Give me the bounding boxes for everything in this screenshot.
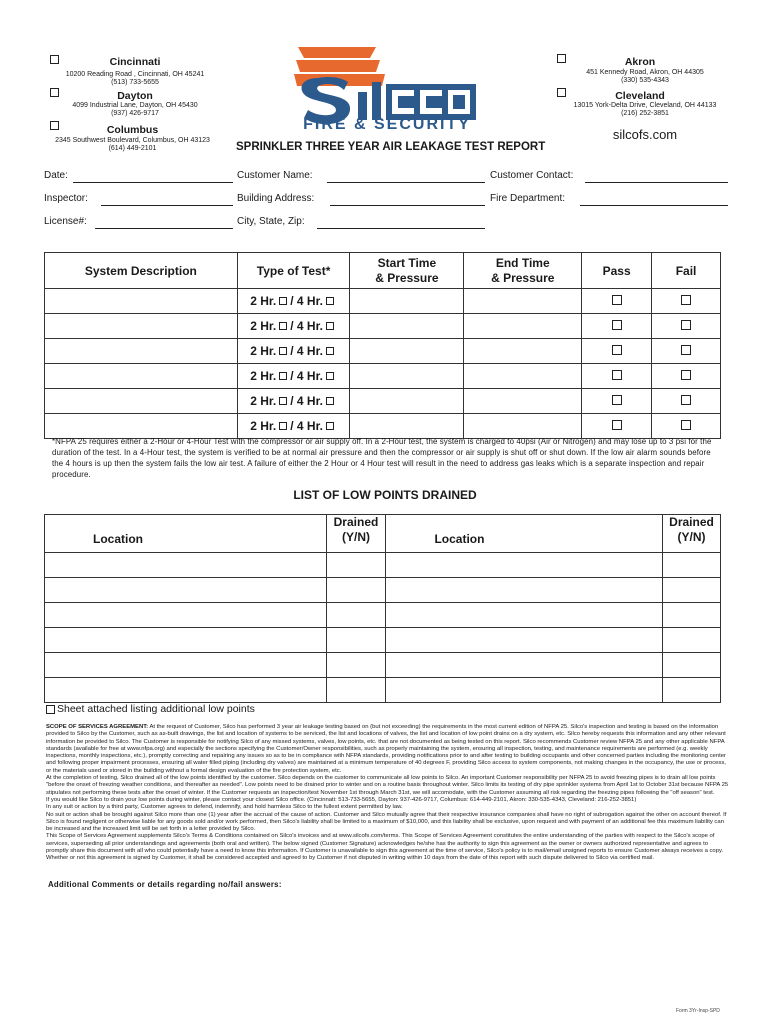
lp-header-location-left xyxy=(45,515,327,553)
pass-cell xyxy=(582,414,652,439)
option-4hr-label: / 4 Hr. xyxy=(290,319,323,333)
header-type-of-test xyxy=(237,253,350,289)
option-4hr-label: / 4 Hr. xyxy=(290,344,323,358)
lp-location-cell[interactable] xyxy=(386,553,663,578)
lp-rows xyxy=(45,553,721,703)
header-fail-text: Fail xyxy=(675,263,697,278)
lp-location-cell[interactable] xyxy=(45,678,327,703)
lp-drained-left-text: Drained xyxy=(333,515,379,529)
pass-checkbox[interactable] xyxy=(612,345,622,355)
low-point-row xyxy=(45,553,721,578)
date-field[interactable] xyxy=(73,182,233,183)
lp-location-cell[interactable] xyxy=(45,553,327,578)
lp-location-cell[interactable] xyxy=(45,578,327,603)
lp-location-cell[interactable] xyxy=(386,653,663,678)
type-of-test-cell xyxy=(237,389,350,414)
date-label: Date: xyxy=(44,170,68,181)
option-2hr-checkbox[interactable] xyxy=(279,397,287,405)
option-4hr-label: / 4 Hr. xyxy=(290,394,323,408)
terms-block xyxy=(46,724,730,863)
lp-drained-cell[interactable] xyxy=(663,628,721,653)
lp-location-cell[interactable] xyxy=(45,653,327,678)
option-2hr-label: 2 Hr. xyxy=(250,419,277,433)
dayton-address: 4099 Industrial Lane, Dayton, OH 45430 xyxy=(72,102,198,109)
cleveland-name: Cleveland xyxy=(615,90,665,102)
header-end-time xyxy=(464,253,582,289)
cleveland-phone: (216) 252-3851 xyxy=(621,110,669,117)
terms-p6: This Scope of Services Agreement supplements Silco's Terms & Conditions contained on Silco's invoices and at www.silcofs.com/terms. This Scope of Services Agreement constitutes the entire understanding of the parties with respect to the Silco's scope of services, superseding all prior understandings and agreements (both oral and written). The below signed (Customer Signature) acknowledges he/she has the authority to sign this agreement as the owner or owners authorized representative and agrees to promptly share this document with all who could potentially have a need to know this information. If Customer is unavailable to sign this agreement at the time of service, Silco's policy is to mail/email unsigned reports to ensure Customer always receives a copy. Whether or not this agreement is signed by Customer, it shall be considered accepted and agreed to by Customer if not disputed in writing within 10 days from the date of this report with such dispute delivered to Silco via certified mail. xyxy=(46,833,724,862)
terms-paragraph-1 xyxy=(46,724,730,775)
fire-department-field[interactable] xyxy=(580,205,728,206)
low-points-title: LIST OF LOW POINTS DRAINED xyxy=(293,488,477,502)
lp-drained-cell[interactable] xyxy=(326,628,386,653)
low-points-table xyxy=(44,514,721,703)
terms-p5: No suit or action shall be brought against Silco more than one (1) year after the accrual of the cause of action. Customer and Silco mutually agree that their respective insurance companies shall have no right of subrogation against the other on account thereof. If Silco is found negligent or otherwise liable for any goods sold and/or work performed, then Silco's liability shall be limited to a maximum of $10,000, and this liability shall be exclusive, upon request and with payment of an additional fee this maximum liability can be increased and the increased limit will be set forth in a letter provided by Silco. xyxy=(46,811,727,833)
test-rows xyxy=(45,289,721,439)
terms-p1: At the request of Customer, Silco has performed 3 year air leakage testing based on (but not exceeding) the requirements in the most current edition of NFPA 25. Silco's inspection and testing is based on the information provided to Silco by the Customer, such as as-built drawings, the list and location of systems to be serviced, the list and locations of valves, the list and location of low point drains on a dry system, etc. Silco hereby requests this information and any other relevant information be provided to Silco. The Customer is responsible for notifying Silco of any missed systems, valves, low points, etc. that are not documented as being tested on this report. Silco recommends Customer review NFPA 25 and any other applicable NFPA standards (available for free at www.nfpa.org) and especially the sections specifying the Customer/Owner responsibilities, such as properly maintaining the system, ensuring all inspection, testing, and maintenance requirements are performed (e.g. weekly inspections, monthly inspections, etc.), promptly correcting and repairing any issues so as to be in compliance with NFPA standards, providing notifications prior to and after testing to building occupants and other concerned parties including the monitoring center and following proper impairment processes, ensuring all water filled piping (including dry valves) are maintained at a minimum temperature of 40 degrees F, providing Silco access to system components, not making changes in the occupancy, the use or process, or the materials used or stored in the building without a formal design evaluation of the fire protection system, etc. xyxy=(46,724,726,774)
pass-cell xyxy=(582,289,652,314)
low-point-row xyxy=(45,628,721,653)
start-time-cell[interactable] xyxy=(350,364,464,389)
header-start-pressure-text: & Pressure xyxy=(375,270,439,285)
cincinnati-checkbox[interactable] xyxy=(50,55,59,64)
option-2hr-label: 2 Hr. xyxy=(250,319,277,333)
lp-drained-cell[interactable] xyxy=(663,678,721,703)
option-4hr-checkbox[interactable] xyxy=(326,297,334,305)
low-point-row xyxy=(45,678,721,703)
columbus-address: 2345 Southwest Boulevard, Columbus, OH 43123 xyxy=(55,137,210,144)
akron-phone: (330) 535-4343 xyxy=(621,77,669,84)
lp-drained-cell[interactable] xyxy=(326,578,386,603)
pass-cell xyxy=(582,389,652,414)
option-4hr-checkbox[interactable] xyxy=(326,397,334,405)
additional-comments-area[interactable] xyxy=(46,892,730,1002)
pass-cell xyxy=(582,364,652,389)
test-row xyxy=(45,414,721,439)
header-fail xyxy=(652,253,721,289)
test-row xyxy=(45,364,721,389)
city-state-zip-field[interactable] xyxy=(317,228,485,229)
end-time-cell[interactable] xyxy=(464,314,582,339)
end-time-cell[interactable] xyxy=(464,339,582,364)
report-title: SPRINKLER THREE YEAR AIR LEAKAGE TEST REPORT xyxy=(236,141,546,153)
cincinnati-phone: (513) 733-5655 xyxy=(111,79,159,86)
terms-p2: At the completion of testing, Silco drained all of the low points identified by the customer. Silco depends on the customer to communicate all low points to Silco. An important Customer responsibility per NFPA 25 to avoid freezing pipes is to drain all low points "before the onset of freezing weather conditions, and thereafter as needed". Low points need to be drained prior to winter and on a routine basis throughout winter. Silco limits its testing of dry pipe sprinkler systems from April 1st to October 31st because NFPA 25 stipulates not performing these tests after the onset of winter. If the Customer requests an inspection/test November 1st through March 31st, we will accomodate, with the Customer assuming all risk regarding the freezing pipes following the "off season" test. xyxy=(46,775,729,796)
type-of-test-cell xyxy=(237,339,350,364)
option-4hr-label: / 4 Hr. xyxy=(290,419,323,433)
header-type-of-test-text: Type of Test* xyxy=(256,263,331,278)
lp-yn-left-text: (Y/N) xyxy=(341,530,370,544)
pass-cell xyxy=(582,339,652,364)
system-description-cell[interactable] xyxy=(45,339,238,364)
option-2hr-label: 2 Hr. xyxy=(250,394,277,408)
city-state-zip-label: City, State, Zip: xyxy=(237,216,305,227)
lp-location-cell[interactable] xyxy=(45,603,327,628)
akron-name: Akron xyxy=(624,56,656,68)
test-row xyxy=(45,314,721,339)
lp-drained-cell[interactable] xyxy=(326,678,386,703)
lp-location-right-text: Location xyxy=(434,532,485,546)
building-address-label: Building Address: xyxy=(237,193,315,204)
lp-drained-cell[interactable] xyxy=(326,553,386,578)
start-time-cell[interactable] xyxy=(350,339,464,364)
fail-checkbox[interactable] xyxy=(681,345,691,355)
pass-checkbox[interactable] xyxy=(612,395,622,405)
columbus-name: Columbus xyxy=(106,124,159,136)
system-description-cell[interactable] xyxy=(45,364,238,389)
columbus-phone: (614) 449-2101 xyxy=(108,145,157,152)
test-row xyxy=(45,389,721,414)
terms-p3: If you would like Silco to drain your low points during winter, please contact your closest Silco office. (Cincinnati: 513-733-5655, Dayton: 937-426-9717, Columbus: 614-449-2101, Akron: 330-535-4343, Cleveland: 216-252-3851) xyxy=(46,796,637,803)
sheet-attached-checkbox[interactable] xyxy=(46,705,55,714)
type-of-test-cell xyxy=(237,289,350,314)
pass-checkbox[interactable] xyxy=(612,295,622,305)
low-point-row xyxy=(45,603,721,628)
end-time-cell[interactable] xyxy=(464,364,582,389)
option-2hr-checkbox[interactable] xyxy=(279,422,287,430)
start-time-cell[interactable] xyxy=(350,414,464,439)
fail-cell xyxy=(652,364,721,389)
lp-header-drained-right xyxy=(663,515,721,553)
start-time-cell[interactable] xyxy=(350,289,464,314)
fail-checkbox[interactable] xyxy=(681,370,691,380)
building-address-field[interactable] xyxy=(330,205,485,206)
terms-p4: In any suit or action by a third party, Customer agrees to defend, indemnify, and hold harmless Silco to the fullest extent permitted by law. xyxy=(46,804,403,811)
system-description-cell[interactable] xyxy=(45,289,238,314)
option-2hr-checkbox[interactable] xyxy=(279,297,287,305)
header-end-pressure-text: & Pressure xyxy=(491,270,555,285)
lp-drained-cell[interactable] xyxy=(663,653,721,678)
pass-checkbox[interactable] xyxy=(612,320,622,330)
option-2hr-label: 2 Hr. xyxy=(250,294,277,308)
pass-checkbox[interactable] xyxy=(612,370,622,380)
option-2hr-label: 2 Hr. xyxy=(250,344,277,358)
customer-contact-field[interactable] xyxy=(585,182,728,183)
header-pass-text: Pass xyxy=(602,263,631,278)
columbus-checkbox[interactable] xyxy=(50,121,59,130)
lp-location-cell[interactable] xyxy=(45,628,327,653)
low-point-row xyxy=(45,653,721,678)
sheet-attached-label: Sheet attached listing additional low points xyxy=(57,703,255,715)
option-4hr-checkbox[interactable] xyxy=(326,322,334,330)
akron-checkbox[interactable] xyxy=(557,54,566,63)
lp-drained-cell[interactable] xyxy=(663,603,721,628)
option-2hr-label: 2 Hr. xyxy=(250,369,277,383)
lp-location-left-text: Location xyxy=(93,532,143,546)
option-2hr-checkbox[interactable] xyxy=(279,322,287,330)
fail-cell xyxy=(652,414,721,439)
logo-tagline: FIRE & SECURITY xyxy=(303,116,471,133)
license-label: License#: xyxy=(44,216,87,227)
option-4hr-checkbox[interactable] xyxy=(326,372,334,380)
system-description-cell[interactable] xyxy=(45,389,238,414)
fail-cell xyxy=(652,389,721,414)
nfpa-note: *NFPA 25 requires either a 2-Hour or 4-Hour Test with the compressor or air supply off. In a 2-Hour test, the system is charged to 40psi (Air or Nitrogen) and may lose up to 3 psi for the duration of the test. In a 4-Hour test, the system is verified to be at normal air pressure and then the compressor or air supply is shut off or shut down. If the low air alarm sounds before the 4 hours is up then the system fails the low air test. A failure of either the 2 Hour or 4 Hour test will result in the need to address gas leaks which is a separate inspection and repair procedure. xyxy=(52,437,712,479)
lp-header-location-right xyxy=(386,515,663,553)
silco-logo xyxy=(288,44,483,134)
inspector-field[interactable] xyxy=(101,205,233,206)
inspector-label: Inspector: xyxy=(44,193,88,204)
dayton-checkbox[interactable] xyxy=(50,88,59,97)
type-of-test-cell xyxy=(237,364,350,389)
header-start-time xyxy=(350,253,464,289)
customer-contact-label: Customer Contact: xyxy=(490,170,574,181)
fail-checkbox[interactable] xyxy=(681,420,691,430)
additional-comments-label: Additional Comments or details regarding no/fail answers: xyxy=(48,880,282,889)
lp-drained-right-text: Drained xyxy=(669,515,714,529)
header-system-description-text: System Description xyxy=(84,263,197,278)
header-start-time-text: Start Time xyxy=(377,255,437,270)
header-system-description xyxy=(45,253,238,289)
fire-department-label: Fire Department: xyxy=(490,193,566,204)
pass-cell xyxy=(582,314,652,339)
test-row xyxy=(45,339,721,364)
header-pass xyxy=(582,253,652,289)
customer-name-label: Customer Name: xyxy=(237,170,313,181)
fail-cell xyxy=(652,289,721,314)
website: silcofs.com xyxy=(612,127,678,142)
customer-name-field[interactable] xyxy=(327,182,485,183)
fail-cell xyxy=(652,314,721,339)
lp-header-drained-left xyxy=(326,515,386,553)
terms-heading: SCOPE OF SERVICES AGREEMENT: xyxy=(46,724,149,730)
system-description-cell[interactable] xyxy=(45,414,238,439)
license-field[interactable] xyxy=(95,228,233,229)
dayton-phone: (937) 426-9717 xyxy=(111,110,159,117)
option-2hr-checkbox[interactable] xyxy=(279,372,287,380)
lp-location-cell[interactable] xyxy=(386,578,663,603)
lp-drained-cell[interactable] xyxy=(326,653,386,678)
end-time-cell[interactable] xyxy=(464,389,582,414)
cincinnati-address: 10200 Reading Road , Cincinnati, OH 45241 xyxy=(65,71,205,78)
option-4hr-label: / 4 Hr. xyxy=(290,369,323,383)
form-id: Form 3Yr-Insp-SPD xyxy=(676,1008,720,1014)
dayton-name: Dayton xyxy=(117,90,153,102)
fail-cell xyxy=(652,339,721,364)
fail-checkbox[interactable] xyxy=(681,395,691,405)
cleveland-checkbox[interactable] xyxy=(557,88,566,97)
pass-checkbox[interactable] xyxy=(612,420,622,430)
lp-location-cell[interactable] xyxy=(386,678,663,703)
end-time-cell[interactable] xyxy=(464,414,582,439)
option-4hr-checkbox[interactable] xyxy=(326,347,334,355)
akron-address: 451 Kennedy Road, Akron, OH 44305 xyxy=(586,69,704,76)
fail-checkbox[interactable] xyxy=(681,295,691,305)
header-end-time-text: End Time xyxy=(495,255,550,270)
test-row xyxy=(45,289,721,314)
lp-location-cell[interactable] xyxy=(386,628,663,653)
low-point-row xyxy=(45,578,721,603)
lp-location-cell[interactable] xyxy=(386,603,663,628)
end-time-cell[interactable] xyxy=(464,289,582,314)
fail-checkbox[interactable] xyxy=(681,320,691,330)
type-of-test-cell xyxy=(237,414,350,439)
cincinnati-name: Cincinnati xyxy=(109,56,161,68)
option-2hr-checkbox[interactable] xyxy=(279,347,287,355)
option-4hr-checkbox[interactable] xyxy=(326,422,334,430)
start-time-cell[interactable] xyxy=(350,314,464,339)
system-description-cell[interactable] xyxy=(45,314,238,339)
option-4hr-label: / 4 Hr. xyxy=(290,294,323,308)
test-table xyxy=(44,252,721,439)
lp-drained-cell[interactable] xyxy=(663,553,721,578)
start-time-cell[interactable] xyxy=(350,389,464,414)
cleveland-address: 13015 York-Delta Drive, Cleveland, OH 44133 xyxy=(573,102,717,109)
type-of-test-cell xyxy=(237,314,350,339)
lp-drained-cell[interactable] xyxy=(663,578,721,603)
lp-drained-cell[interactable] xyxy=(326,603,386,628)
lp-yn-right-text: (Y/N) xyxy=(677,530,706,544)
